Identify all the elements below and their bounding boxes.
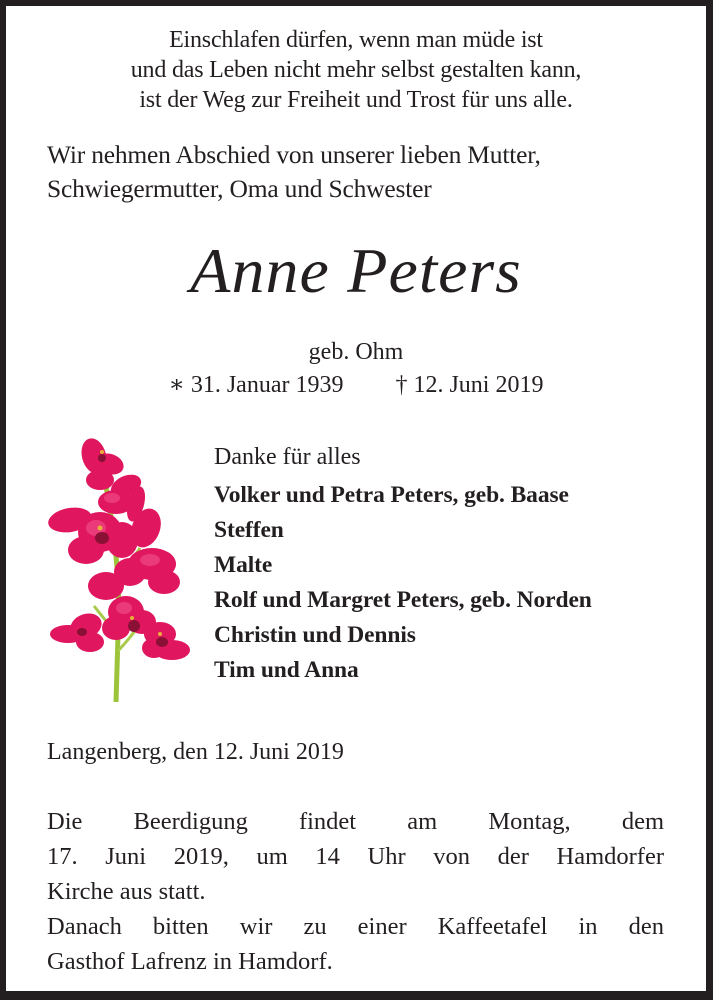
death-date: 12. Juni 2019 [413, 372, 544, 398]
place-and-date: Langenberg, den 12. Juni 2019 [47, 739, 344, 765]
reception-line: Danach bitten wir zu einer Kaffeetafel in den [47, 913, 664, 940]
funeral-line: 17. Juni 2019, um 14 Uhr von der Hamdorfer [47, 843, 664, 870]
orchid-flower-icon [46, 436, 196, 702]
motto-line: ist der Weg zur Freiheit und Trost für uns alle. [139, 87, 573, 113]
life-dates [6, 368, 706, 402]
reception-line: Gasthof Lafrenz in Hamdorf. [47, 948, 333, 975]
mourner-entry: Malte [214, 552, 273, 578]
motto-verse [6, 25, 706, 115]
deceased-name: Anne Peters [190, 235, 522, 306]
thanks-line: Danke für alles [214, 444, 361, 470]
mourners-list [214, 478, 592, 688]
death-cross-icon: † [395, 372, 408, 398]
motto-line: und das Leben nicht mehr selbst gestalten kann, [130, 57, 582, 83]
motto-line: Einschlafen dürfen, wenn man müde ist [169, 27, 543, 53]
maiden-name: geb. Ohm [308, 339, 404, 365]
mourner-entry: Christin und Dennis [214, 622, 416, 648]
intro-line: Schwiegermutter, Oma und Schwester [47, 174, 432, 203]
mourner-entry: Volker und Petra Peters, geb. Baase [214, 482, 569, 508]
funeral-line: Die Beerdigung findet am Montag, dem [47, 808, 664, 835]
mourner-entry: Tim und Anna [214, 657, 359, 683]
birth-date: 31. Januar 1939 [190, 372, 344, 398]
reception-paragraph [47, 909, 664, 979]
thanks-section [214, 440, 592, 688]
intro-text [47, 138, 541, 206]
mourner-entry: Rolf und Margret Peters, geb. Norden [214, 587, 592, 613]
mourner-entry: Steffen [214, 517, 284, 543]
funeral-details [47, 804, 664, 979]
funeral-line: Kirche aus statt. [47, 878, 206, 905]
funeral-paragraph [47, 804, 664, 909]
birth-asterisk-icon: ∗ [168, 372, 185, 398]
intro-line: Wir nehmen Abschied von unserer lieben Mutter, [47, 140, 541, 169]
obituary-notice [6, 6, 706, 991]
